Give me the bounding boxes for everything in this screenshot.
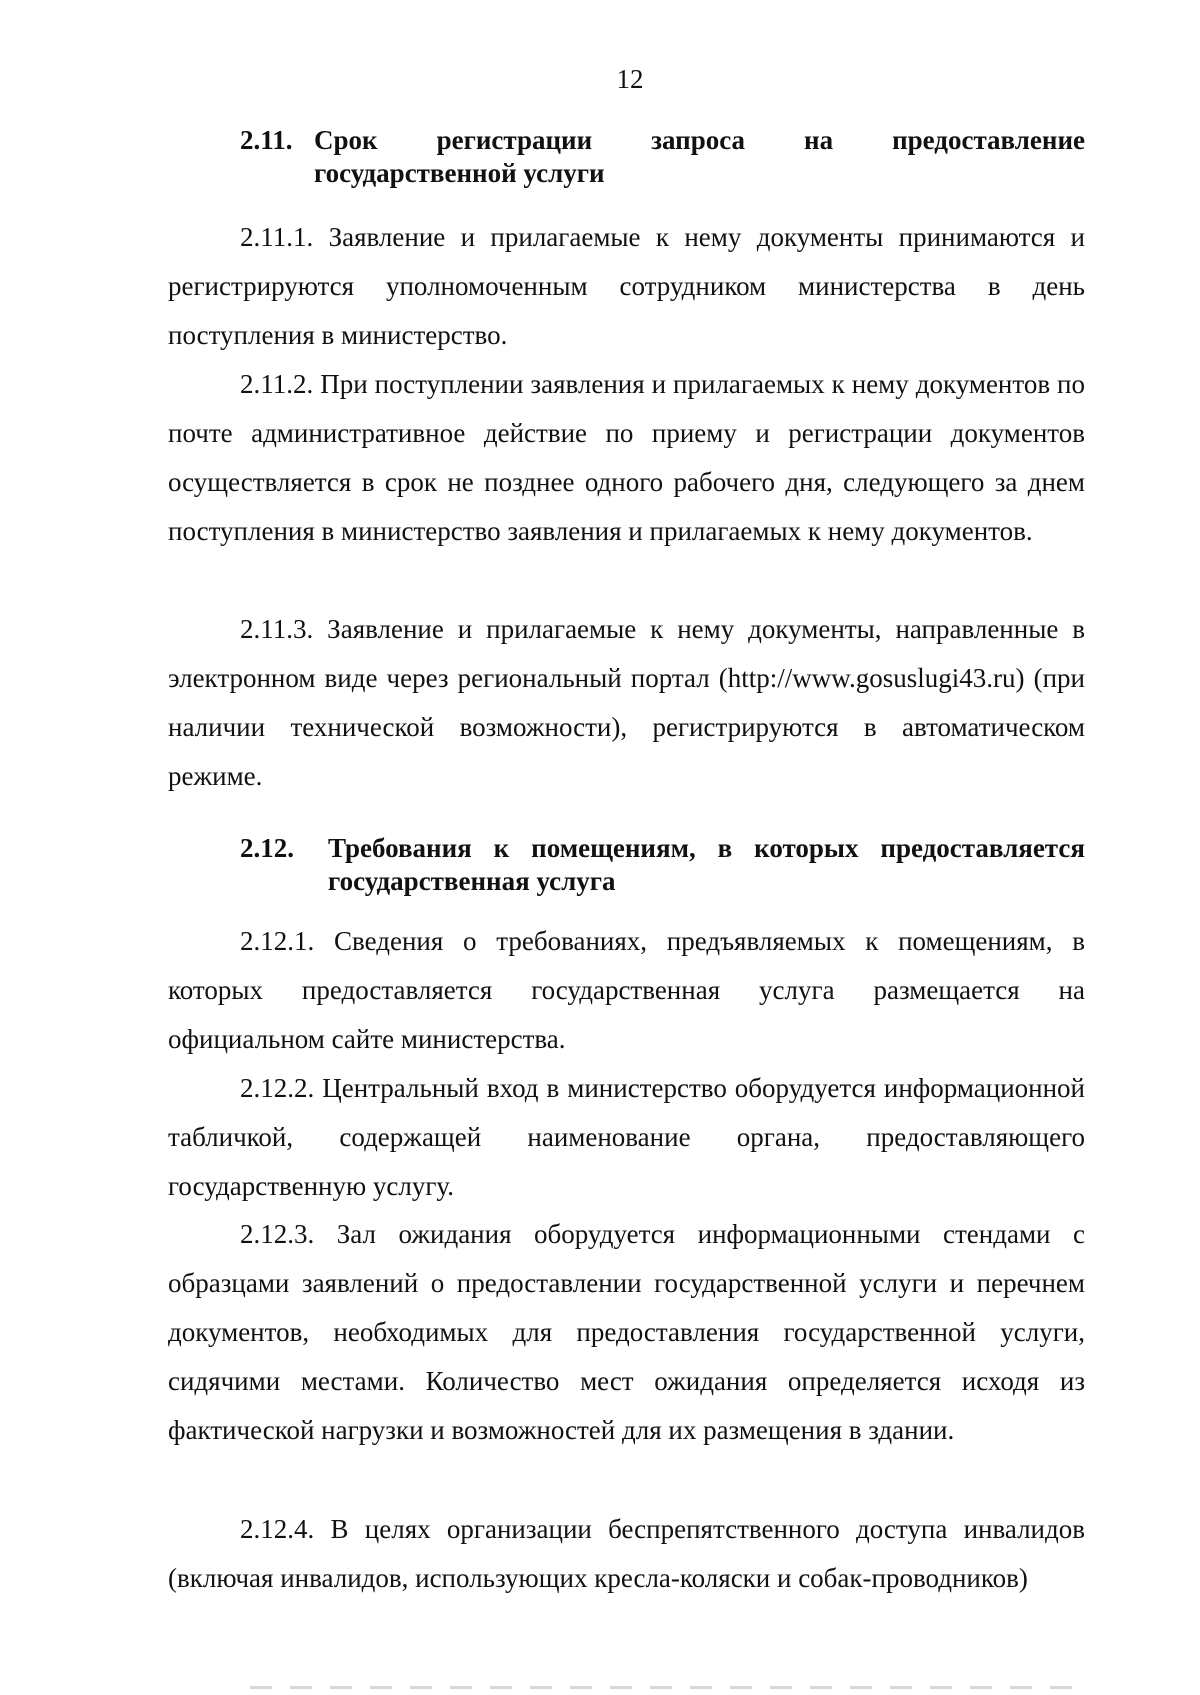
- paragraph-2-12-1: 2.12.1. Сведения о требованиях, предъявляемых к помещениям, в которых предоставляется государственная услуга размещается на официальном сайте министерства.: [168, 926, 1085, 1054]
- paragraph-2-12-2: 2.12.2. Центральный вход в министерство оборудуется информационной табличкой, содержащей наименование органа, предоставляющего государственную услугу.: [168, 1073, 1085, 1201]
- paragraph-2-12-4: 2.12.4. В целях организации беспрепятственного доступа инвалидов (включая инвалидов, использующих кресла-коляски и собак-проводников): [168, 1514, 1085, 1593]
- paragraph-2-12-3: 2.12.3. Зал ожидания оборудуется информационными стендами с образцами заявлений о предоставлении государственной услуги и перечнем документов, необходимых для предоставления государственной услуги, сидячими местами. Количество мест ожидания определяется исходя из фактической нагрузки и возможностей для их размещения в здании.: [168, 1219, 1085, 1445]
- section-title: [314, 124, 1085, 190]
- paragraph-2-11-1: 2.11.1. Заявление и прилагаемые к нему документы принимаются и регистрируются уполномоченным сотрудником министерства в день поступления в министерство.: [168, 222, 1085, 350]
- section-title-line: государственной услуги: [314, 158, 605, 188]
- section-heading-2-12: [240, 832, 1085, 898]
- page-number: 12: [616, 64, 644, 94]
- section-title-line: государственная услуга: [328, 866, 616, 896]
- section-title: [328, 832, 1085, 898]
- scan-artifact: [250, 1686, 1080, 1689]
- section-title-line: Требования к помещениям, в которых предоставляется: [328, 833, 1085, 863]
- section-heading-2-11: [240, 124, 1085, 190]
- paragraph-2-11-2: 2.11.2. При поступлении заявления и прилагаемых к нему документов по почте административное действие по приему и регистрации документов осуществляется в срок не позднее одного рабочего дня, следующего за днем поступления в министерство заявления и прилагаемых к нему документов.: [168, 369, 1085, 546]
- section-title-line: Срок регистрации запроса на предоставление: [314, 125, 1085, 155]
- paragraph-2-11-3: 2.11.3. Заявление и прилагаемые к нему документы, направленные в электронном виде через региональный портал (http://www.gosuslugi43.ru) (при наличии технической возможности), регистрируются в автоматическом режиме.: [168, 614, 1085, 791]
- section-number: 2.11.: [240, 125, 293, 155]
- section-number: 2.12.: [240, 833, 294, 863]
